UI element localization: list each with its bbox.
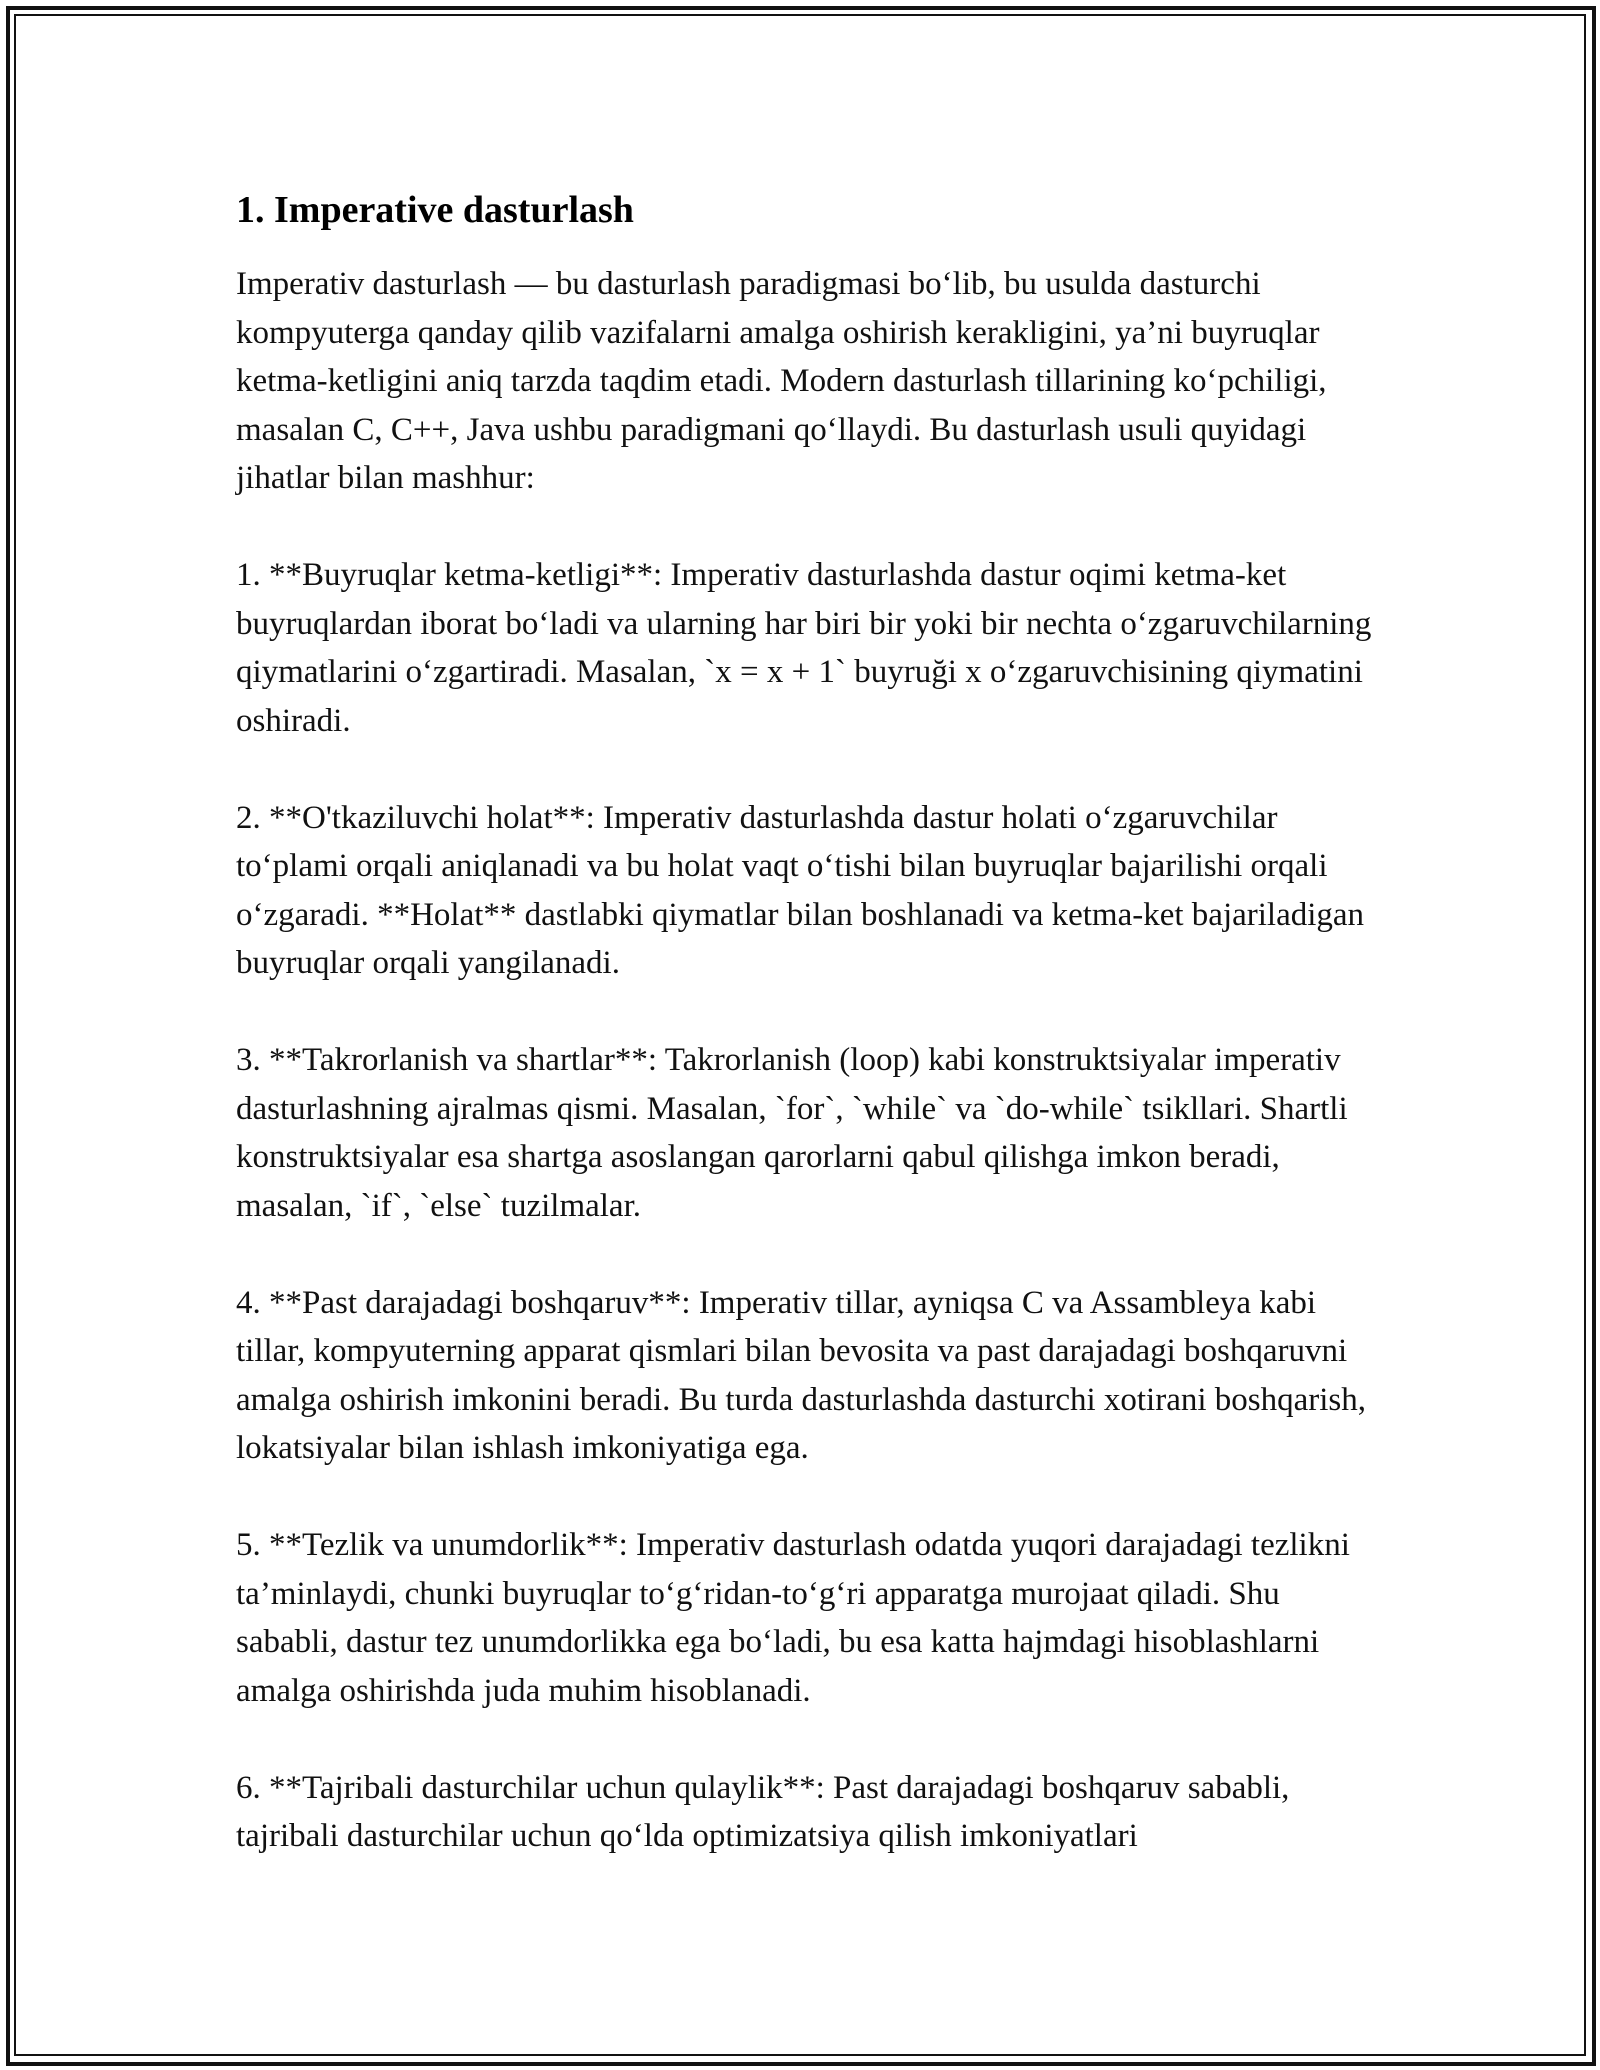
- list-item-1: 1. **Buyruqlar ketma-ketligi**: Imperativ dasturlashda dastur oqimi ketma-ket buyruqlardan iborat bo‘ladi va ularning har biri bir yoki bir nechta o‘zgaruvchilarning qiymatlarini o‘zgartiradi. Masalan, `x = x + 1` buyruği x o‘zgaruvchisining qiymatini oshiradi.: [236, 557, 1372, 739]
- list-item-3: 3. **Takrorlanish va shartlar**: Takrorlanish (loop) kabi konstruktsiyalar imperativ dasturlashning ajralmas qismi. Masalan, `for`, `while` va `do-while` tsikllari. Shartli konstruktsiyalar esa shartga asoslangan qarorlarni qabul qilishga imkon beradi, masalan, `if`, `else` tuzilmalar.: [236, 1042, 1348, 1224]
- list-item-6: 6. **Tajribali dasturchilar uchun qulaylik**: Past darajadagi boshqaruv sababli, tajribali dasturchilar uchun qo‘lda optimizatsiya qilish imkoniyatlari: [236, 1769, 1290, 1854]
- list-item-4: 4. **Past darajadagi boshqaruv**: Imperativ tillar, ayniqsa C va Assambleya kabi tillar, kompyuterning apparat qismlari bilan bevosita va past darajadagi boshqaruvni amalga oshirish imkonini beradi. Bu turda dasturlashda dasturchi xotirani boshqarish, lokatsiyalar bilan ishlash imkoniyatiga ega.: [236, 1284, 1367, 1466]
- list-item-5: 5. **Tezlik va unumdorlik**: Imperativ dasturlash odatda yuqori darajadagi tezlikni ta’minlaydi, chunki buyruqlar to‘g‘ridan-to‘g‘ri apparatga murojaat qiladi. Shu sababli, dastur tez unumdorlikka ega bo‘ladi, bu esa katta hajmdagi hisoblashlarni amalga oshirishda juda muhim hisoblanadi.: [236, 1527, 1350, 1709]
- section-heading: 1. Imperative dasturlash: [236, 189, 634, 231]
- intro-paragraph: Imperativ dasturlash — bu dasturlash paradigmasi bo‘lib, bu usulda dasturchi kompyuterga qanday qilib vazifalarni amalga oshirish kerakligini, ya’ni buyruqlar ketma-ketligini aniq tarzda taqdim etadi. Modern dasturlash tillarining ko‘pchiligi, masalan C, C++, Java ushbu paradigmani qo‘llaydi. Bu dasturlash usuli quyidagi jihatlar bilan mashhur:: [236, 266, 1327, 496]
- list-item-2: 2. **O'tkaziluvchi holat**: Imperativ dasturlashda dastur holati o‘zgaruvchilar to‘plami orqali aniqlanadi va bu holat vaqt o‘tishi bilan buyruqlar bajarilishi orqali o‘zgaradi. **Holat** dastlabki qiymatlar bilan boshlanadi va ketma-ket bajariladigan buyruqlar orqali yangilanadi.: [236, 799, 1365, 981]
- document-body: [236, 186, 1376, 1909]
